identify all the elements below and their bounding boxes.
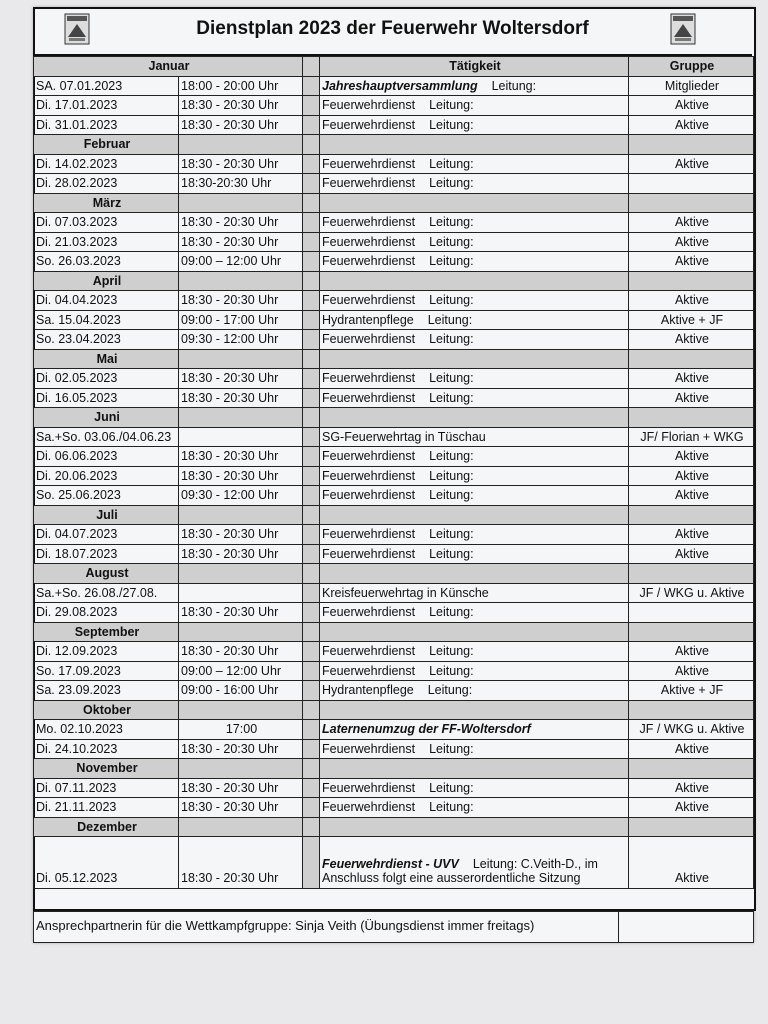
time-cell: 09:30 - 12:00 Uhr — [179, 330, 303, 350]
month-label: Februar — [34, 135, 179, 155]
group-cell: Aktive — [629, 232, 754, 252]
time-cell: 18:30 - 20:30 Uhr — [179, 154, 303, 174]
activity-name: Feuerwehrdienst — [322, 741, 416, 756]
time-cell: 18:30 - 20:30 Uhr — [179, 291, 303, 311]
date-cell: Di. 21.11.2023 — [34, 798, 179, 818]
table-row — [34, 310, 754, 330]
date-cell: Sa.+So. 03.06./04.06.23 — [34, 427, 179, 447]
time-cell: 09:00 – 12:00 Uhr — [179, 661, 303, 681]
activity-name: Hydrantenpflege — [322, 683, 414, 698]
table-row — [34, 837, 754, 889]
table-row — [34, 115, 754, 135]
table-row — [34, 778, 754, 798]
date-cell: Di. 04.07.2023 — [34, 525, 179, 545]
leitung-label: Leitung: — [427, 683, 473, 698]
date-cell: Di. 02.05.2023 — [34, 369, 179, 389]
time-cell: 18:00 - 20:00 Uhr — [179, 76, 303, 96]
leitung-label: Leitung: C.Veith-D., im — [472, 857, 598, 871]
leitung-label: Leitung: — [429, 605, 474, 620]
activity-cell — [320, 466, 629, 486]
group-cell: Aktive — [629, 96, 754, 116]
table-row — [34, 544, 754, 564]
date-cell: Di. 31.01.2023 — [34, 115, 179, 135]
table-row — [34, 291, 754, 311]
leitung-label: Leitung: — [429, 546, 474, 561]
time-cell: 18:30 - 20:30 Uhr — [179, 603, 303, 623]
date-cell: Di. 20.06.2023 — [34, 466, 179, 486]
time-cell: 18:30 - 20:30 Uhr — [179, 232, 303, 252]
time-cell: 18:30 - 20:30 Uhr — [179, 778, 303, 798]
activity-cell — [320, 778, 629, 798]
activity-cell — [320, 154, 629, 174]
header-month: Januar — [34, 57, 303, 77]
activity-name: Feuerwehrdienst — [322, 488, 416, 503]
activity-name: Feuerwehrdienst — [322, 254, 416, 269]
time-cell: 18:30 - 20:30 Uhr — [179, 739, 303, 759]
table-header-row — [34, 57, 754, 77]
table-row — [34, 642, 754, 662]
time-cell — [179, 427, 303, 447]
activity-name: Feuerwehrdienst — [322, 780, 416, 795]
date-cell: So. 26.03.2023 — [34, 252, 179, 272]
activity-name: Feuerwehrdienst — [322, 527, 416, 542]
table-row — [34, 720, 754, 740]
leitung-label: Leitung: — [429, 527, 474, 542]
group-cell — [629, 603, 754, 623]
group-cell: Aktive — [629, 837, 754, 889]
group-cell: Aktive — [629, 544, 754, 564]
footer-contact — [33, 911, 754, 943]
month-label: September — [34, 622, 179, 642]
group-cell: Aktive + JF — [629, 681, 754, 701]
activity-cell — [320, 213, 629, 233]
activity-name: SG-Feuerwehrtag in Tüschau — [322, 429, 486, 444]
leitung-label: Leitung: — [429, 371, 474, 386]
activity-name: Laternenumzug der FF-Woltersdorf — [322, 722, 531, 737]
activity-name: Feuerwehrdienst — [322, 605, 416, 620]
leitung-label: Leitung: — [429, 780, 474, 795]
leitung-label: Leitung: — [491, 78, 537, 93]
group-cell: JF/ Florian + WKG — [629, 427, 754, 447]
leitung-label: Leitung: — [429, 215, 474, 230]
table-row — [34, 603, 754, 623]
table-row — [34, 174, 754, 194]
leitung-label: Leitung: — [429, 117, 474, 132]
activity-name: Hydrantenpflege — [322, 312, 414, 327]
leitung-label: Leitung: — [429, 488, 474, 503]
activity-cell — [320, 291, 629, 311]
activity-name: Feuerwehrdienst - UVV — [322, 857, 459, 871]
activity-name: Feuerwehrdienst — [322, 468, 416, 483]
activity-name: Feuerwehrdienst — [322, 800, 416, 815]
month-row — [34, 505, 754, 525]
group-cell: Aktive — [629, 213, 754, 233]
group-cell: Aktive — [629, 661, 754, 681]
activity-name: Feuerwehrdienst — [322, 234, 416, 249]
month-label: März — [34, 193, 179, 213]
activity-cell — [320, 76, 629, 96]
time-cell: 09:00 - 17:00 Uhr — [179, 310, 303, 330]
table-row — [34, 330, 754, 350]
activity-cell — [320, 427, 629, 447]
time-cell: 18:30 - 20:30 Uhr — [179, 447, 303, 467]
table-row — [34, 369, 754, 389]
group-cell: Aktive + JF — [629, 310, 754, 330]
activity-cell — [320, 252, 629, 272]
group-cell: Aktive — [629, 252, 754, 272]
date-cell: Mo. 02.10.2023 — [34, 720, 179, 740]
activity-name: Feuerwehrdienst — [322, 176, 416, 191]
group-cell: Aktive — [629, 330, 754, 350]
month-label: Oktober — [34, 700, 179, 720]
group-cell: Mitglieder — [629, 76, 754, 96]
group-cell: Aktive — [629, 739, 754, 759]
month-label: April — [34, 271, 179, 291]
activity-name: Jahreshauptversammlung — [322, 78, 478, 93]
month-row — [34, 193, 754, 213]
activity-name: Feuerwehrdienst — [322, 449, 416, 464]
date-cell: Di. 12.09.2023 — [34, 642, 179, 662]
activity-cell — [320, 544, 629, 564]
leitung-label: Leitung: — [429, 663, 474, 678]
date-cell: Sa. 15.04.2023 — [34, 310, 179, 330]
date-cell: Di. 24.10.2023 — [34, 739, 179, 759]
activity-cell — [320, 837, 629, 889]
activity-cell — [320, 330, 629, 350]
time-cell: 18:30-20:30 Uhr — [179, 174, 303, 194]
table-row — [34, 798, 754, 818]
activity-cell — [320, 369, 629, 389]
month-label: Dezember — [34, 817, 179, 837]
group-cell: JF / WKG u. Aktive — [629, 720, 754, 740]
date-cell: Di. 07.03.2023 — [34, 213, 179, 233]
date-cell: Di. 21.03.2023 — [34, 232, 179, 252]
leitung-label: Leitung: — [429, 468, 474, 483]
activity-cell — [320, 447, 629, 467]
leitung-label: Leitung: — [429, 293, 474, 308]
leitung-label: Leitung: — [429, 741, 474, 756]
time-cell: 09:00 – 12:00 Uhr — [179, 252, 303, 272]
table-row — [34, 76, 754, 96]
date-cell: Di. 18.07.2023 — [34, 544, 179, 564]
group-cell: Aktive — [629, 154, 754, 174]
table-row — [34, 96, 754, 116]
date-cell: Di. 28.02.2023 — [34, 174, 179, 194]
table-row — [34, 466, 754, 486]
month-label: November — [34, 759, 179, 779]
date-cell: Di. 17.01.2023 — [34, 96, 179, 116]
leitung-label: Leitung: — [429, 98, 474, 113]
activity-name: Feuerwehrdienst — [322, 663, 416, 678]
time-cell: 18:30 - 20:30 Uhr — [179, 96, 303, 116]
month-label: Mai — [34, 349, 179, 369]
group-cell: Aktive — [629, 642, 754, 662]
title-bar — [33, 7, 752, 56]
activity-name: Feuerwehrdienst — [322, 156, 416, 171]
leitung-label: Leitung: — [429, 156, 474, 171]
activity-cell — [320, 720, 629, 740]
time-cell: 18:30 - 20:30 Uhr — [179, 544, 303, 564]
month-label: August — [34, 564, 179, 584]
activity-cell — [320, 583, 629, 603]
time-cell: 09:00 - 16:00 Uhr — [179, 681, 303, 701]
time-cell: 18:30 - 20:30 Uhr — [179, 213, 303, 233]
group-cell: Aktive — [629, 369, 754, 389]
activity-name: Feuerwehrdienst — [322, 332, 416, 347]
leitung-label: Leitung: — [429, 254, 474, 269]
month-row — [34, 817, 754, 837]
schedule-table — [33, 56, 754, 889]
leitung-label: Leitung: — [429, 390, 474, 405]
time-cell: 09:30 - 12:00 Uhr — [179, 486, 303, 506]
activity-name: Kreisfeuerwehrtag in Künsche — [322, 585, 489, 600]
time-cell: 18:30 - 20:30 Uhr — [179, 642, 303, 662]
month-label: Juli — [34, 505, 179, 525]
date-cell: So. 25.06.2023 — [34, 486, 179, 506]
date-cell: Sa. 23.09.2023 — [34, 681, 179, 701]
header-activity: Tätigkeit — [320, 57, 629, 77]
time-cell: 18:30 - 20:30 Uhr — [179, 369, 303, 389]
leitung-label: Leitung: — [429, 234, 474, 249]
time-cell: 18:30 - 20:30 Uhr — [179, 388, 303, 408]
group-cell: Aktive — [629, 798, 754, 818]
date-cell: Di. 05.12.2023 — [34, 837, 179, 889]
group-cell: Aktive — [629, 466, 754, 486]
leitung-label: Leitung: — [429, 449, 474, 464]
group-cell: Aktive — [629, 525, 754, 545]
table-row — [34, 447, 754, 467]
activity-cell — [320, 798, 629, 818]
activity-name: Feuerwehrdienst — [322, 215, 416, 230]
activity-name: Feuerwehrdienst — [322, 293, 416, 308]
group-cell: JF / WKG u. Aktive — [629, 583, 754, 603]
leitung-label: Leitung: — [429, 800, 474, 815]
date-cell: Di. 04.04.2023 — [34, 291, 179, 311]
group-cell: Aktive — [629, 778, 754, 798]
date-cell: Di. 29.08.2023 — [34, 603, 179, 623]
leitung-label: Leitung: — [429, 644, 474, 659]
activity-name: Feuerwehrdienst — [322, 390, 416, 405]
table-row — [34, 213, 754, 233]
activity-cell — [320, 525, 629, 545]
time-cell: 18:30 - 20:30 Uhr — [179, 115, 303, 135]
activity-cell — [320, 174, 629, 194]
group-cell: Aktive — [629, 388, 754, 408]
leitung-label: Leitung: — [427, 312, 473, 327]
activity-cell — [320, 388, 629, 408]
activity-cell — [320, 310, 629, 330]
activity-cell — [320, 739, 629, 759]
activity-name: Feuerwehrdienst — [322, 644, 416, 659]
time-cell: 18:30 - 20:30 Uhr — [179, 837, 303, 889]
activity-name: Feuerwehrdienst — [322, 546, 416, 561]
month-row — [34, 700, 754, 720]
group-cell — [629, 174, 754, 194]
table-row — [34, 388, 754, 408]
month-row — [34, 622, 754, 642]
date-cell: Sa.+So. 26.08./27.08. — [34, 583, 179, 603]
table-row — [34, 525, 754, 545]
month-label: Juni — [34, 408, 179, 428]
date-cell: Di. 06.06.2023 — [34, 447, 179, 467]
activity-name: Feuerwehrdienst — [322, 98, 416, 113]
municipal-coat-of-arms-icon — [669, 11, 697, 47]
month-row — [34, 759, 754, 779]
activity-cell — [320, 642, 629, 662]
activity-name: Feuerwehrdienst — [322, 117, 416, 132]
date-cell: So. 23.04.2023 — [34, 330, 179, 350]
activity-cell — [320, 681, 629, 701]
time-cell: 17:00 — [179, 720, 303, 740]
footer-text: Ansprechpartnerin für die Wettkampfgruppe: Sinja Veith (Übungsdienst immer freitags) — [36, 918, 535, 933]
group-cell: Aktive — [629, 291, 754, 311]
date-cell: Di. 07.11.2023 — [34, 778, 179, 798]
activity-cell — [320, 96, 629, 116]
activity-cell — [320, 232, 629, 252]
month-row — [34, 408, 754, 428]
activity-note: Anschluss folgt eine ausserordentliche Sitzung — [322, 871, 581, 885]
group-cell: Aktive — [629, 115, 754, 135]
month-row — [34, 564, 754, 584]
leitung-label: Leitung: — [429, 176, 474, 191]
time-cell: 18:30 - 20:30 Uhr — [179, 798, 303, 818]
month-row — [34, 135, 754, 155]
table-row — [34, 739, 754, 759]
date-cell: SA. 07.01.2023 — [34, 76, 179, 96]
table-row — [34, 252, 754, 272]
activity-cell — [320, 603, 629, 623]
page-title: Dienstplan 2023 der Feuerwehr Woltersdorf — [196, 18, 589, 39]
month-row — [34, 271, 754, 291]
table-row — [34, 427, 754, 447]
leitung-label: Leitung: — [429, 332, 474, 347]
activity-cell — [320, 115, 629, 135]
date-cell: Di. 16.05.2023 — [34, 388, 179, 408]
header-group: Gruppe — [629, 57, 754, 77]
time-cell — [179, 583, 303, 603]
group-cell: Aktive — [629, 447, 754, 467]
activity-cell — [320, 661, 629, 681]
activity-cell — [320, 486, 629, 506]
table-row — [34, 661, 754, 681]
table-row — [34, 232, 754, 252]
table-row — [34, 583, 754, 603]
schedule-sheet — [33, 7, 754, 943]
activity-name: Feuerwehrdienst — [322, 371, 416, 386]
table-row — [34, 486, 754, 506]
date-cell: Di. 14.02.2023 — [34, 154, 179, 174]
table-row — [34, 681, 754, 701]
date-cell: So. 17.09.2023 — [34, 661, 179, 681]
table-row — [34, 154, 754, 174]
time-cell: 18:30 - 20:30 Uhr — [179, 525, 303, 545]
time-cell: 18:30 - 20:30 Uhr — [179, 466, 303, 486]
group-cell: Aktive — [629, 486, 754, 506]
month-row — [34, 349, 754, 369]
